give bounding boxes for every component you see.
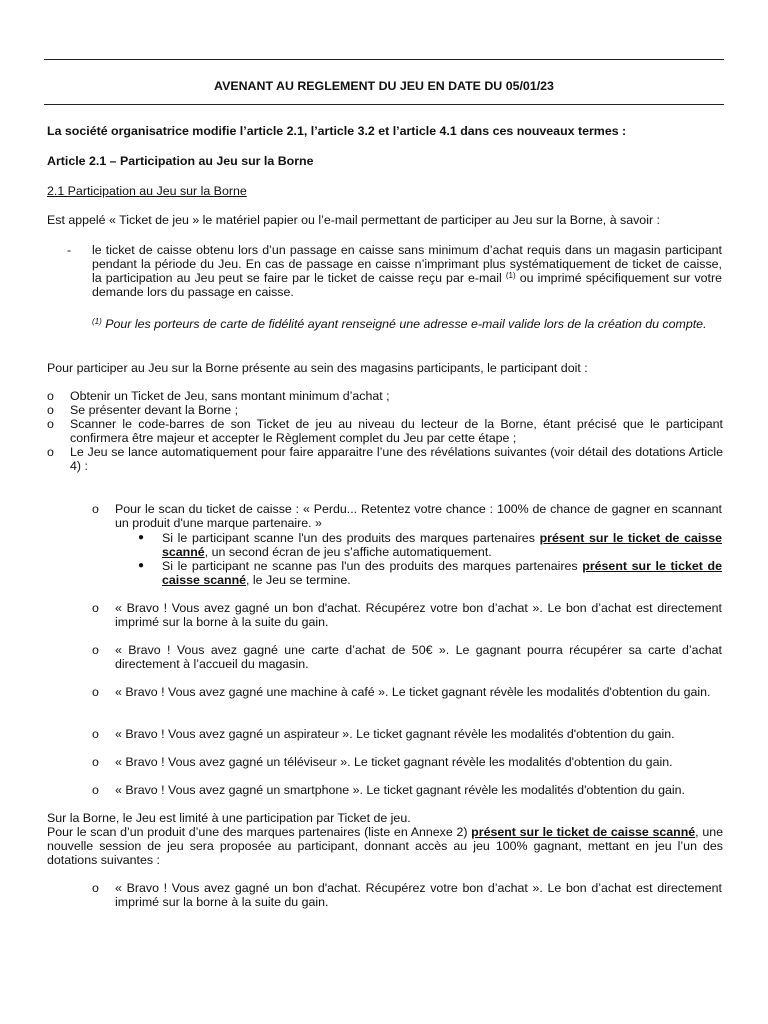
dash-item-text: le ticket de caisse obtenu lors d’un passage en caisse sans minimum d’achat requis dans un magasin participant pendant la période du Jeu. En cas de passage en caisse n’imprimant plus systématiquement de ticket de caisse, la participation au Jeu peut se faire par le ticket de caisse reçu par e-mail $^{(1)}$ ou imprimé spécifiquement sur votre demande lors du passage en caisse.	[92, 243, 722, 299]
bullet-icon: ●	[138, 560, 145, 571]
intro-paragraph: La société organisatrice modifie l’article 2.1, l’article 3.2 et l’article 4.1 dans ces nouveaux termes :	[47, 124, 627, 138]
emphasis-text: présent sur le ticket de caisse scanné	[162, 559, 722, 587]
article-heading: Article 2.1 – Participation au Jeu sur la Borne	[47, 154, 314, 168]
document-title: AVENANT AU REGLEMENT DU JEU EN DATE DU 05/01/23	[214, 79, 554, 93]
participation-intro: Pour participer au Jeu sur la Borne présente au sein des magasins participants, le participant doit :	[47, 361, 588, 375]
title-rule	[44, 104, 724, 105]
footnote: $^{(1)}$ Pour les porteurs de carte de fidélité ayant renseigné une adresse e-mail valide lors de la création du compte.	[92, 317, 707, 331]
footnote-ref: (1)	[505, 271, 516, 280]
bullet-icon: ●	[138, 532, 145, 543]
top-rule	[44, 59, 724, 60]
limit-line: Sur la Borne, le Jeu est limité à une participation par Ticket de jeu.	[47, 811, 411, 825]
emphasis-text: présent sur le ticket de caisse scanné	[162, 531, 722, 559]
dash-marker: -	[67, 243, 72, 257]
ticket-definition: Est appelé « Ticket de jeu » le matériel papier ou l’e-mail permettant de participer au Jeu sur la Borne, à savoir :	[47, 213, 660, 227]
partner-scan-paragraph: Pour le scan d’un produit d’une des marques partenaires (liste en Annexe 2) présent sur le ticket de caisse scanné, une nouvelle session de jeu sera proposée au participant, donnant accès au jeu 100% gagnant, mettant en jeu l’un des dotations suivantes :	[47, 825, 723, 867]
emphasis-text: présent sur le ticket de caisse scanné	[471, 825, 696, 839]
section-heading: 2.1 Participation au Jeu sur la Borne	[47, 184, 247, 198]
